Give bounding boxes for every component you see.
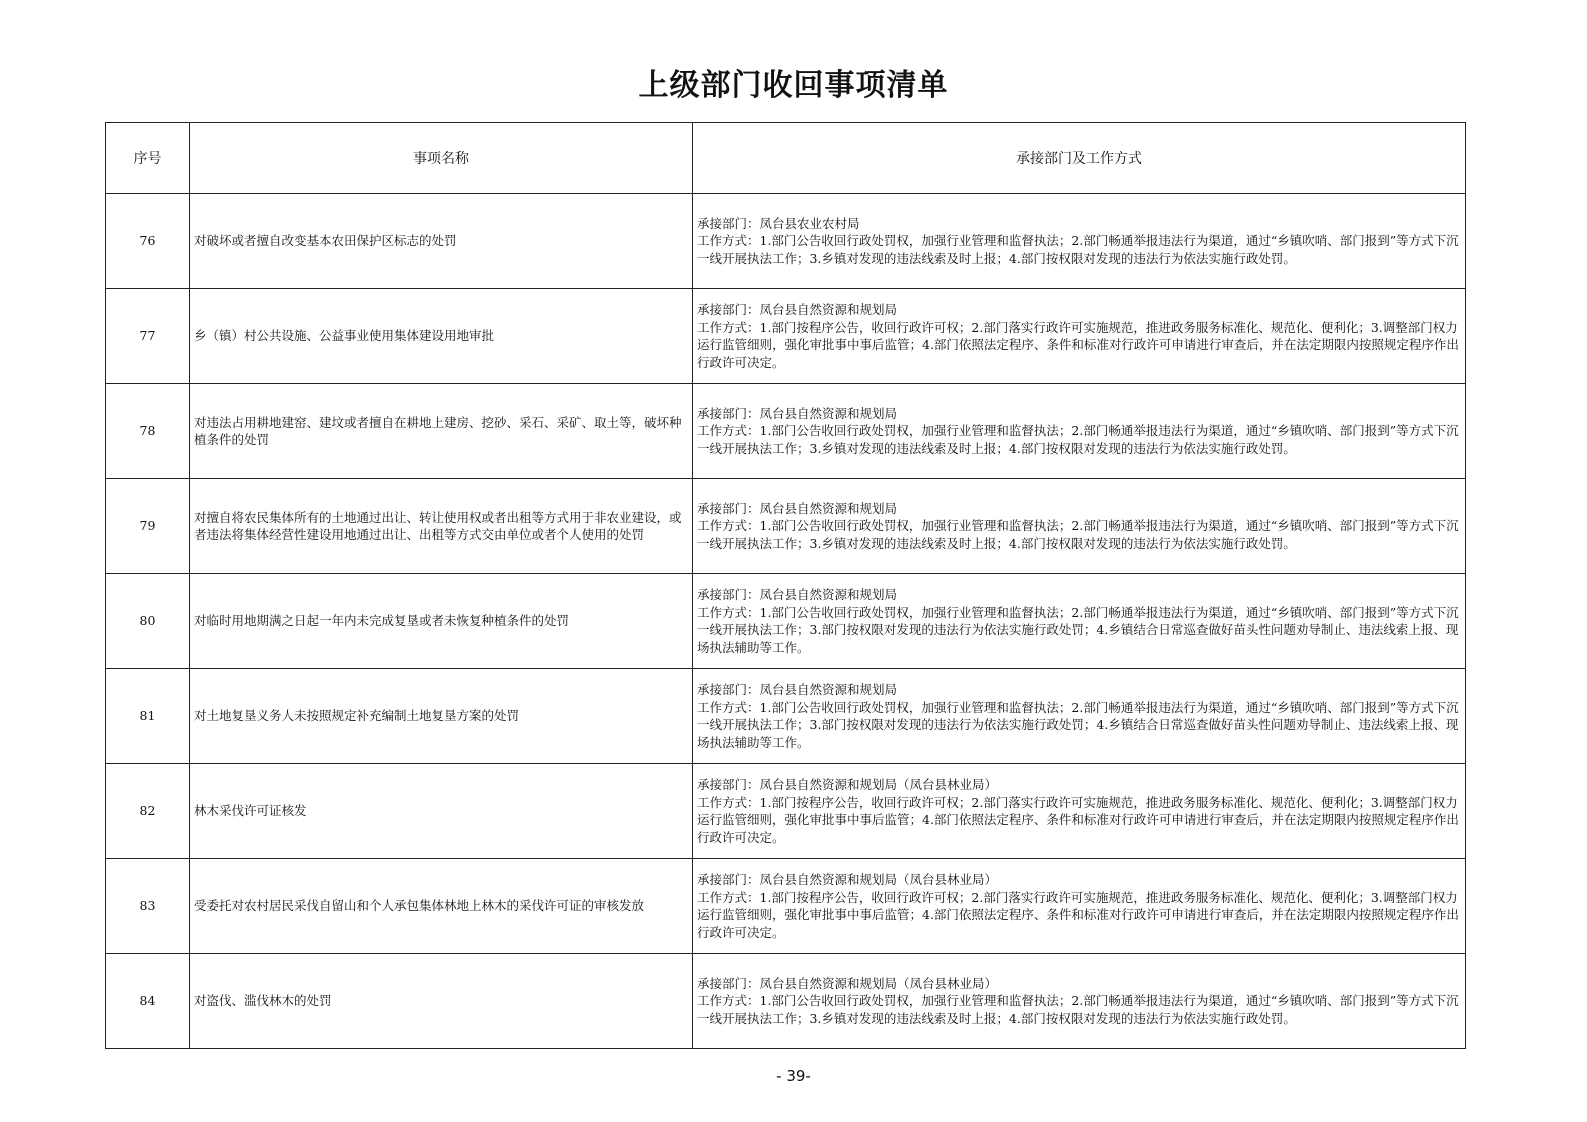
table-row	[106, 859, 1466, 954]
row-method-cell	[693, 764, 1466, 859]
row-department: 承接部门：凤台县自然资源和规划局	[697, 587, 898, 602]
row-method: 工作方式：1.部门公告收回行政处罚权，加强行业管理和监督执法；2.部门畅通举报违法行为渠道，通过“乡镇吹哨、部门报到”等方式下沉一线开展执法工作；3.部门按权限对发现的违法行为依法实施行政处罚；4.乡镇结合日常巡查做好苗头性问题劝导制止、违法线索上报、现场执法辅助等工作。	[697, 604, 1459, 655]
row-item-name: 对破坏或者擅自改变基本农田保护区标志的处罚	[190, 194, 693, 289]
row-index: 82	[106, 764, 190, 859]
row-item-name: 对违法占用耕地建窑、建坟或者擅自在耕地上建房、挖砂、采石、采矿、取土等，破坏种植条件的处罚	[190, 384, 693, 479]
row-department: 承接部门：凤台县农业农村局	[697, 215, 860, 231]
column-header-method: 承接部门及工作方式	[693, 123, 1466, 194]
column-header-name: 事项名称	[190, 123, 693, 194]
row-method-cell	[693, 574, 1466, 669]
row-index: 80	[106, 574, 190, 669]
row-department: 承接部门：凤台县自然资源和规划局（凤台县林业局）	[697, 872, 998, 887]
column-header-index: 序号	[106, 123, 190, 194]
row-index: 79	[106, 479, 190, 574]
row-department: 承接部门：凤台县自然资源和规划局（凤台县林业局）	[697, 975, 998, 991]
row-method-cell	[693, 669, 1466, 764]
page-title: 上级部门收回事项清单	[638, 68, 949, 103]
row-method: 工作方式：1.部门公告收回行政处罚权，加强行业管理和监督执法；2.部门畅通举报违法行为渠道，通过“乡镇吹哨、部门报到”等方式下沉一线开展执法工作；3.乡镇对发现的违法线索及时上报；4.部门按权限对发现的违法行为依法实施行政处罚。	[697, 233, 1459, 266]
row-method-cell	[693, 289, 1466, 384]
row-method: 工作方式：1.部门按程序公告，收回行政许可权；2.部门落实行政许可实施规范，推进政务服务标准化、规范化、便利化；3.调整部门权力运行监管细则，强化审批事中事后监管；4.部门依照法定程序、条件和标准对行政许可申请进行审查后，并在法定期限内按照规定程序作出行政许可决定。	[697, 794, 1459, 845]
row-item-name: 对临时用地期满之日起一年内未完成复垦或者未恢复种植条件的处罚	[190, 574, 693, 669]
table-row	[106, 669, 1466, 764]
row-method: 工作方式：1.部门公告收回行政处罚权，加强行业管理和监督执法；2.部门畅通举报违法行为渠道，通过“乡镇吹哨、部门报到”等方式下沉一线开展执法工作；3.乡镇对发现的违法线索及时上报；4.部门按权限对发现的违法行为依法实施行政处罚。	[697, 423, 1459, 456]
row-method: 工作方式：1.部门按程序公告，收回行政许可权；2.部门落实行政许可实施规范，推进政务服务标准化、规范化、便利化；3.调整部门权力运行监管细则，强化审批事中事后监管；4.部门依照法定程序、条件和标准对行政许可申请进行审查后，并在法定期限内按照规定程序作出行政许可决定。	[697, 319, 1459, 370]
row-item-name: 林木采伐许可证核发	[190, 764, 693, 859]
row-method-cell	[693, 954, 1466, 1049]
table-row	[106, 574, 1466, 669]
row-method-cell	[693, 194, 1466, 289]
row-item-name: 对土地复垦义务人未按照规定补充编制土地复垦方案的处罚	[190, 669, 693, 764]
table-row	[106, 194, 1466, 289]
row-method-cell	[693, 859, 1466, 954]
row-method: 工作方式：1.部门按程序公告，收回行政许可权；2.部门落实行政许可实施规范，推进政务服务标准化、规范化、便利化；3.调整部门权力运行监管细则，强化审批事中事后监管；4.部门依照法定程序、条件和标准对行政许可申请进行审查后，并在法定期限内按照规定程序作出行政许可决定。	[697, 889, 1459, 940]
row-department: 承接部门：凤台县自然资源和规划局	[697, 405, 898, 421]
row-index: 83	[106, 859, 190, 954]
row-department: 承接部门：凤台县自然资源和规划局	[697, 302, 898, 317]
row-item-name: 乡（镇）村公共设施、公益事业使用集体建设用地审批	[190, 289, 693, 384]
row-department: 承接部门：凤台县自然资源和规划局（凤台县林业局）	[697, 777, 998, 792]
table-header-row	[106, 123, 1466, 194]
table-row	[106, 384, 1466, 479]
page-number: - 39-	[776, 1067, 811, 1085]
row-item-name: 对盗伐、滥伐林木的处罚	[190, 954, 693, 1049]
table-row	[106, 954, 1466, 1049]
row-department: 承接部门：凤台县自然资源和规划局	[697, 682, 898, 697]
row-index: 78	[106, 384, 190, 479]
row-method-cell	[693, 479, 1466, 574]
row-department: 承接部门：凤台县自然资源和规划局	[697, 500, 898, 516]
row-method-cell	[693, 384, 1466, 479]
row-method: 工作方式：1.部门公告收回行政处罚权，加强行业管理和监督执法；2.部门畅通举报违法行为渠道，通过“乡镇吹哨、部门报到”等方式下沉一线开展执法工作；3.乡镇对发现的违法线索及时上报；4.部门按权限对发现的违法行为依法实施行政处罚。	[697, 518, 1459, 551]
row-item-name: 对擅自将农民集体所有的土地通过出让、转让使用权或者出租等方式用于非农业建设，或者违法将集体经营性建设用地通过出让、出租等方式交由单位或者个人使用的处罚	[190, 479, 693, 574]
table-row	[106, 479, 1466, 574]
row-method: 工作方式：1.部门公告收回行政处罚权，加强行业管理和监督执法；2.部门畅通举报违法行为渠道，通过“乡镇吹哨、部门报到”等方式下沉一线开展执法工作；3.部门按权限对发现的违法行为依法实施行政处罚；4.乡镇结合日常巡查做好苗头性问题劝导制止、违法线索上报、现场执法辅助等工作。	[697, 699, 1459, 750]
row-index: 84	[106, 954, 190, 1049]
row-method: 工作方式：1.部门公告收回行政处罚权，加强行业管理和监督执法；2.部门畅通举报违法行为渠道，通过“乡镇吹哨、部门报到”等方式下沉一线开展执法工作；3.乡镇对发现的违法线索及时上报；4.部门按权限对发现的违法行为依法实施行政处罚。	[697, 993, 1459, 1026]
row-index: 77	[106, 289, 190, 384]
table-row	[106, 289, 1466, 384]
row-item-name: 受委托对农村居民采伐自留山和个人承包集体林地上林木的采伐许可证的审核发放	[190, 859, 693, 954]
row-index: 81	[106, 669, 190, 764]
table-row	[106, 764, 1466, 859]
items-table	[105, 122, 1466, 1049]
row-index: 76	[106, 194, 190, 289]
